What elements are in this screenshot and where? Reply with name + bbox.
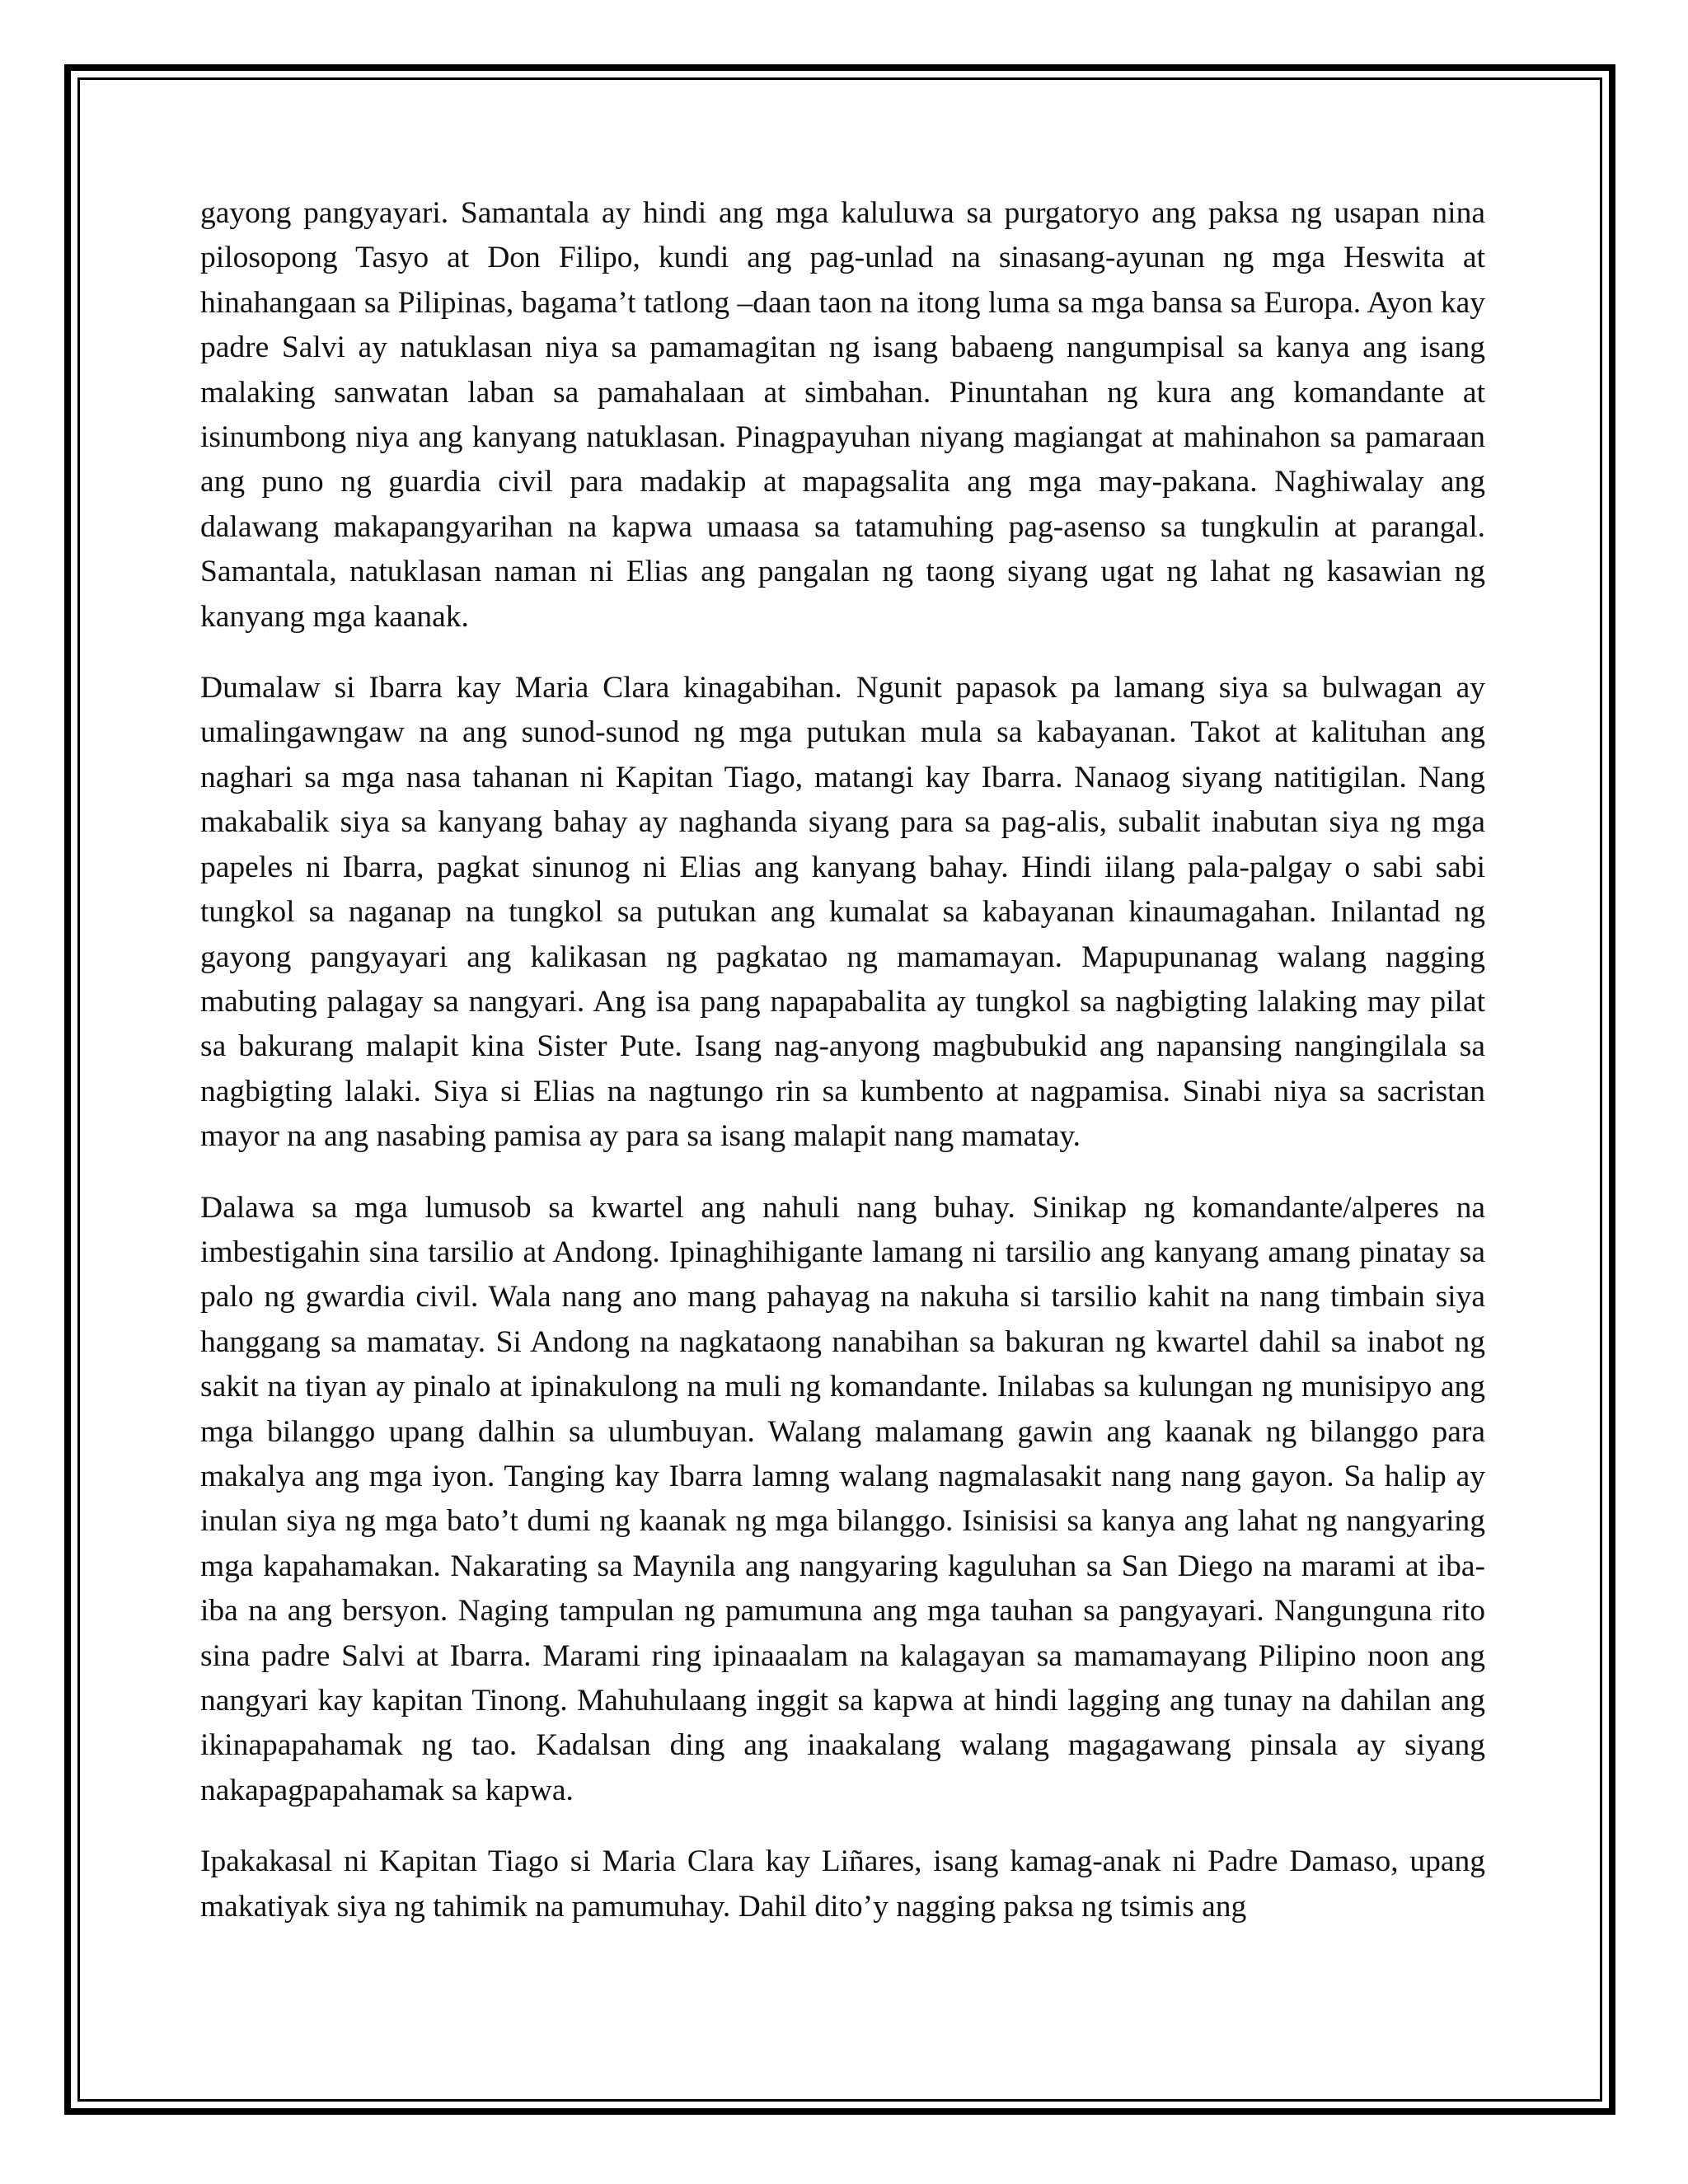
document-body <box>200 191 1485 1956</box>
paragraph-4: Ipakakasal ni Kapitan Tiago si Maria Clara kay Liñares, isang kamag-anak ni Padre Damaso, upang makatiyak siya ng tahimik na pamumuhay. Dahil dito’y nagging paksa ng tsimis ang <box>200 1844 1485 1924</box>
paragraph-1: gayong pangyayari. Samantala ay hindi ang mga kaluluwa sa purgatoryo ang paksa ng usapan nina pilosopong Tasyo at Don Filipo, kundi ang pag-unlad na sinasang-ayunan ng mga Heswita at hinahangaan sa Pilipinas, bagama’t tatlong –daan taon na itong luma sa mga bansa sa Europa. Ayon kay padre Salvi ay natuklasan niya sa pamamagitan ng isang babaeng nangumpisal sa kanya ang isang malaking sanwatan laban sa pamahalaan at simbahan. Pinuntahan ng kura ang komandante at isinumbong niya ang kanyang natuklasan. Pinagpayuhan niyang magiangat at mahinahon sa pamaraan ang puno ng guardia civil para madakip at mapagsalita ang mga may-pakana. Naghiwalay ang dalawang makapangyarihan na kapwa umaasa sa tatamuhing pag-asenso sa tungkulin at parangal. Samantala, natuklasan naman ni Elias ang pangalan ng taong siyang ugat ng lahat ng kasawian ng kanyang mga kaanak. <box>200 196 1485 634</box>
paragraph-3: Dalawa sa mga lumusob sa kwartel ang nahuli nang buhay. Sinikap ng komandante/alperes na imbestigahin sina tarsilio at Andong. Ipinaghihigante lamang ni tarsilio ang kanyang amang pinatay sa palo ng gwardia civil. Wala nang ano mang pahayag na nakuha si tarsilio kahit na nang timbain siya hanggang sa mamatay. Si Andong na nagkataong nanabihan sa bakuran ng kwartel dahil sa inabot ng sakit na tiyan ay pinalo at ipinakulong na muli ng komandante. Inilabas sa kulungan ng munisipyo ang mga bilanggo upang dalhin sa ulumbuyan. Walang malamang gawin ang kaanak ng bilanggo para makalya ang mga iyon. Tanging kay Ibarra lamng walang nagmalasakit nang nang gayon. Sa halip ay inulan siya ng mga bato’t dumi ng kaanak ng mga bilanggo. Isinisisi sa kanya ang lahat ng nangyaring mga kapahamakan. Nakarating sa Maynila ang nangyaring kaguluhan sa San Diego na marami at iba-iba na ang bersyon. Naging tampulan ng pamumuna ang mga tauhan sa pangyayari. Nangunguna rito sina padre Salvi at Ibarra. Marami ring ipinaaalam na kalagayan sa mamamayang Pilipino noon ang nangyari kay kapitan Tinong. Mahuhulaang inggit sa kapwa at hindi lagging ang tunay na dahilan ang ikinapapahamak ng tao. Kadalsan ding ang inaakalang walang magagawang pinsala ay siyang nakapagpapahamak sa kapwa. <box>200 1190 1485 1807</box>
paragraph-2: Dumalaw si Ibarra kay Maria Clara kinagabihan. Ngunit papasok pa lamang siya sa bulwagan ay umalingawngaw na ang sunod-sunod ng mga putukan mula sa kabayanan. Takot at kalituhan ang naghari sa mga nasa tahanan ni Kapitan Tiago, matangi kay Ibarra. Nanaog siyang natitigilan. Nang makabalik siya sa kanyang bahay ay naghanda siyang para sa pag-alis, subalit inabutan siya ng mga papeles ni Ibarra, pagkat sinunog ni Elias ang kanyang bahay. Hindi iilang pala-palgay o sabi sabi tungkol sa naganap na tungkol sa putukan ang kumalat sa kabayanan kinaumagahan. Inilantad ng gayong pangyayari ang kalikasan ng pagkatao ng mamamayan. Mapupunanag walang nagging mabuting palagay sa nangyari. Ang isa pang napapabalita ay tungkol sa nagbigting lalaking may pilat sa bakurang malapit kina Sister Pute. Isang nag-anyong magbubukid ang napansing nangingilala sa nagbigting lalaki. Siya si Elias na nagtungo rin sa kumbento at nagpamisa. Sinabi niya sa sacristan mayor na ang nasabing pamisa ay para sa isang malapit nang mamatay. <box>200 671 1485 1154</box>
